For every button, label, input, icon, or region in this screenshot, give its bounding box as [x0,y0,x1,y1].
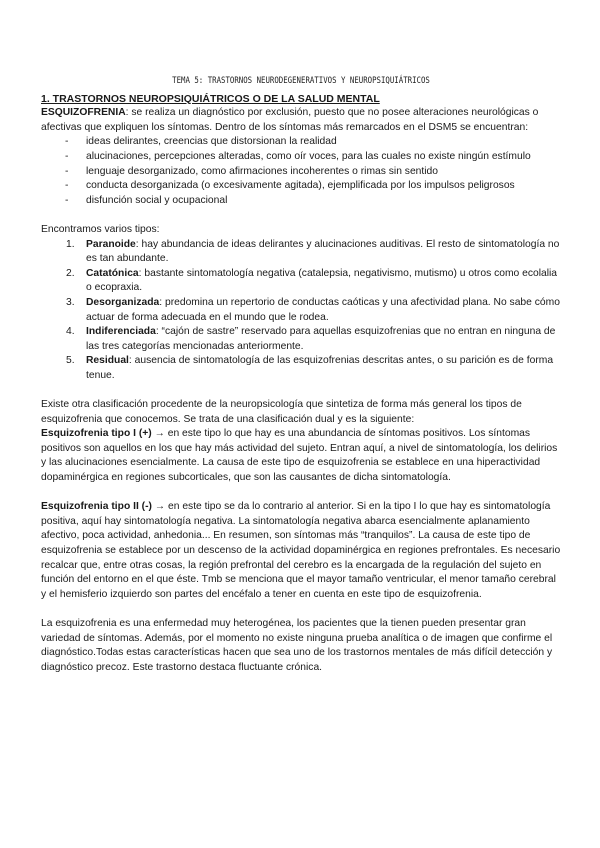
classification-intro: Existe otra clasificación procedente de la neuropsicología que sintetiza de forma más general los tipos de esquizofrenia que conocemos. Se trata de una clasificación dual y es la siguiente: [41,399,522,425]
list-item: 3. Desorganizada: predomina un repertorio de conductas caóticas y una afectividad plana. No sabe cómo actuar de forma adecuada en el mundo que le rodea. [66,296,560,323]
type2-term: Esquizofrenia tipo II (-) [41,501,152,513]
intro-paragraph [41,106,561,135]
list-item: - ideas delirantes, creencias que distorsionan la realidad [86,135,561,150]
list-item: 4. Indiferenciada: “cajón de sastre” reservado para aquellas esquizofrenias que no entran en ninguna de las tres categorías mencionadas anteriormente. [66,326,556,352]
type2-paragraph [41,500,561,602]
section-heading: 1. TRASTORNOS NEUROPSIQUIÁTRICOS O DE LA SALUD MENTAL [41,92,380,105]
intro-term: ESQUIZOFRENIA [41,107,126,119]
conclusion-paragraph: La esquizofrenia es una enfermedad muy heterogénea, los pacientes que la tienen pueden presentar gran variedad de síntomas. Además, por el momento no existe ninguna prueba analítica o de imagen que confirme el diagnóstico.Todas estas características hacen que sea uno de los trastornos mentales de más difícil detección y diagnóstico precoz. Este trastorno destaca fluctuante crónica. [41,617,553,673]
symptom-list [41,135,561,208]
list-item: 2. Catatónica: bastante sintomatología negativa (catalepsia, negativismo, mutismo) u otros como ecolalia o ecopraxia. [66,267,558,294]
intro-text: : se realiza un diagnóstico por exclusión, puesto que no posee alteraciones neurológicas o afectivas que expliquen los síntomas. Dentro de los síntomas más remarcados en el DSM5 se encuentran: [41,107,539,133]
type1-paragraph [41,427,561,485]
type1-text: → en este tipo lo que hay es una abundancia de síntomas positivos. Los síntomas positivos son aquellos en los que hay más actividad del sujeto. Entran aquí, a nivel de sintomatología, los delirios y las alucinaciones esencialmente. La causa de este tipo de esquizofrenia se establece en una hiperactividad dopaminérgica en regiones subcorticales, que son las causantes de dicha sintomatología. [41,428,558,484]
list-item: - lenguaje desorganizado, como afirmaciones incoherentes o rimas sin sentido [86,165,561,180]
list-item: - conducta desorganizada (o excesivamente agitada), ejemplificada por los impulsos peligrosos [86,179,561,194]
types-intro: Encontramos varios tipos: [41,223,160,235]
list-item: - disfunción social y ocupacional [86,194,561,209]
type2-text: → en este tipo se da lo contrario al anterior. Si en la tipo I lo que hay es sintomatología positiva, aquí hay sintomatología negativa. La sintomatología negativa abarca esencialmente aplanamiento afectivo, poca actividad, anhedonia... En resumen, son síntomas más “tranquilos”. La causa de este tipo de esquizofrenia se establece por un descenso de la actividad dopaminérgica en regiones prefrontales. Es necesario recalcar que, entre otras cosas, la región prefrontal del cerebro es la encargada de la regulación del sujeto en función del entorno en el que éste. Tmb se menciona que el mayor tamaño ventricular, el menor tamaño cerebral y el hemisferio izquierdo son partes del encéfalo a tener en cuenta en este tipo de esquizofrenia. [41,501,561,600]
document-title: TEMA 5: TRASTORNOS NEURODEGENERATIVOS Y NEUROPSIQUIÁTRICOS [172,76,430,86]
list-item: 1. Paranoide: hay abundancia de ideas delirantes y alucinaciones auditivas. El resto de sintomatología no es tan abundante. [66,238,560,265]
list-item: 5. Residual: ausencia de sintomatología de las esquizofrenias descritas antes, o su parición es de forma tenue. [66,355,554,381]
document-body [41,74,561,675]
types-list [41,238,561,384]
type1-term: Esquizofrenia tipo I (+) [41,428,152,440]
list-item: - alucinaciones, percepciones alteradas, como oír voces, para las cuales no existe ningún estímulo [86,150,561,165]
